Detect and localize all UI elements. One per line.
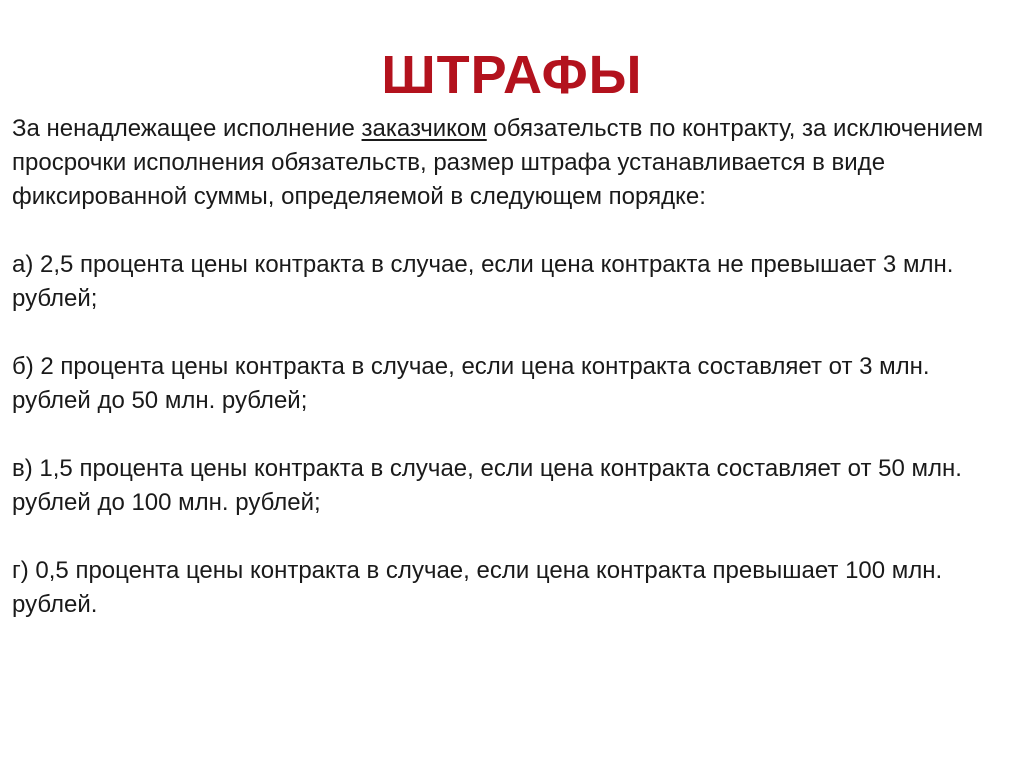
intro-text-after: обязательств по контракту, за исключением просрочки исполнения обязательств, размер штрафа устанавливается в виде фиксированной суммы, определяемой в следующем порядке:: [12, 115, 984, 210]
intro-emphasis: заказчиком: [361, 115, 487, 142]
list-item-v: в) 1,5 процента цены контракта в случае, если цена контракта составляет от 50 млн. рублей до 100 млн. рублей;: [12, 455, 962, 516]
intro-paragraph: [12, 112, 1012, 214]
slide-body: [12, 112, 1012, 622]
list-item-g: г) 0,5 процента цены контракта в случае, если цена контракта превышает 100 млн. рублей.: [12, 557, 943, 618]
list-item-a: а) 2,5 процента цены контракта в случае, если цена контракта не превышает 3 млн. рублей;: [12, 251, 954, 312]
slide-title: ШТРАФЫ: [381, 45, 643, 105]
intro-text-before: За ненадлежащее исполнение: [12, 115, 362, 142]
list-item-b: б) 2 процента цены контракта в случае, если цена контракта составляет от 3 млн. рублей до 50 млн. рублей;: [12, 353, 930, 414]
